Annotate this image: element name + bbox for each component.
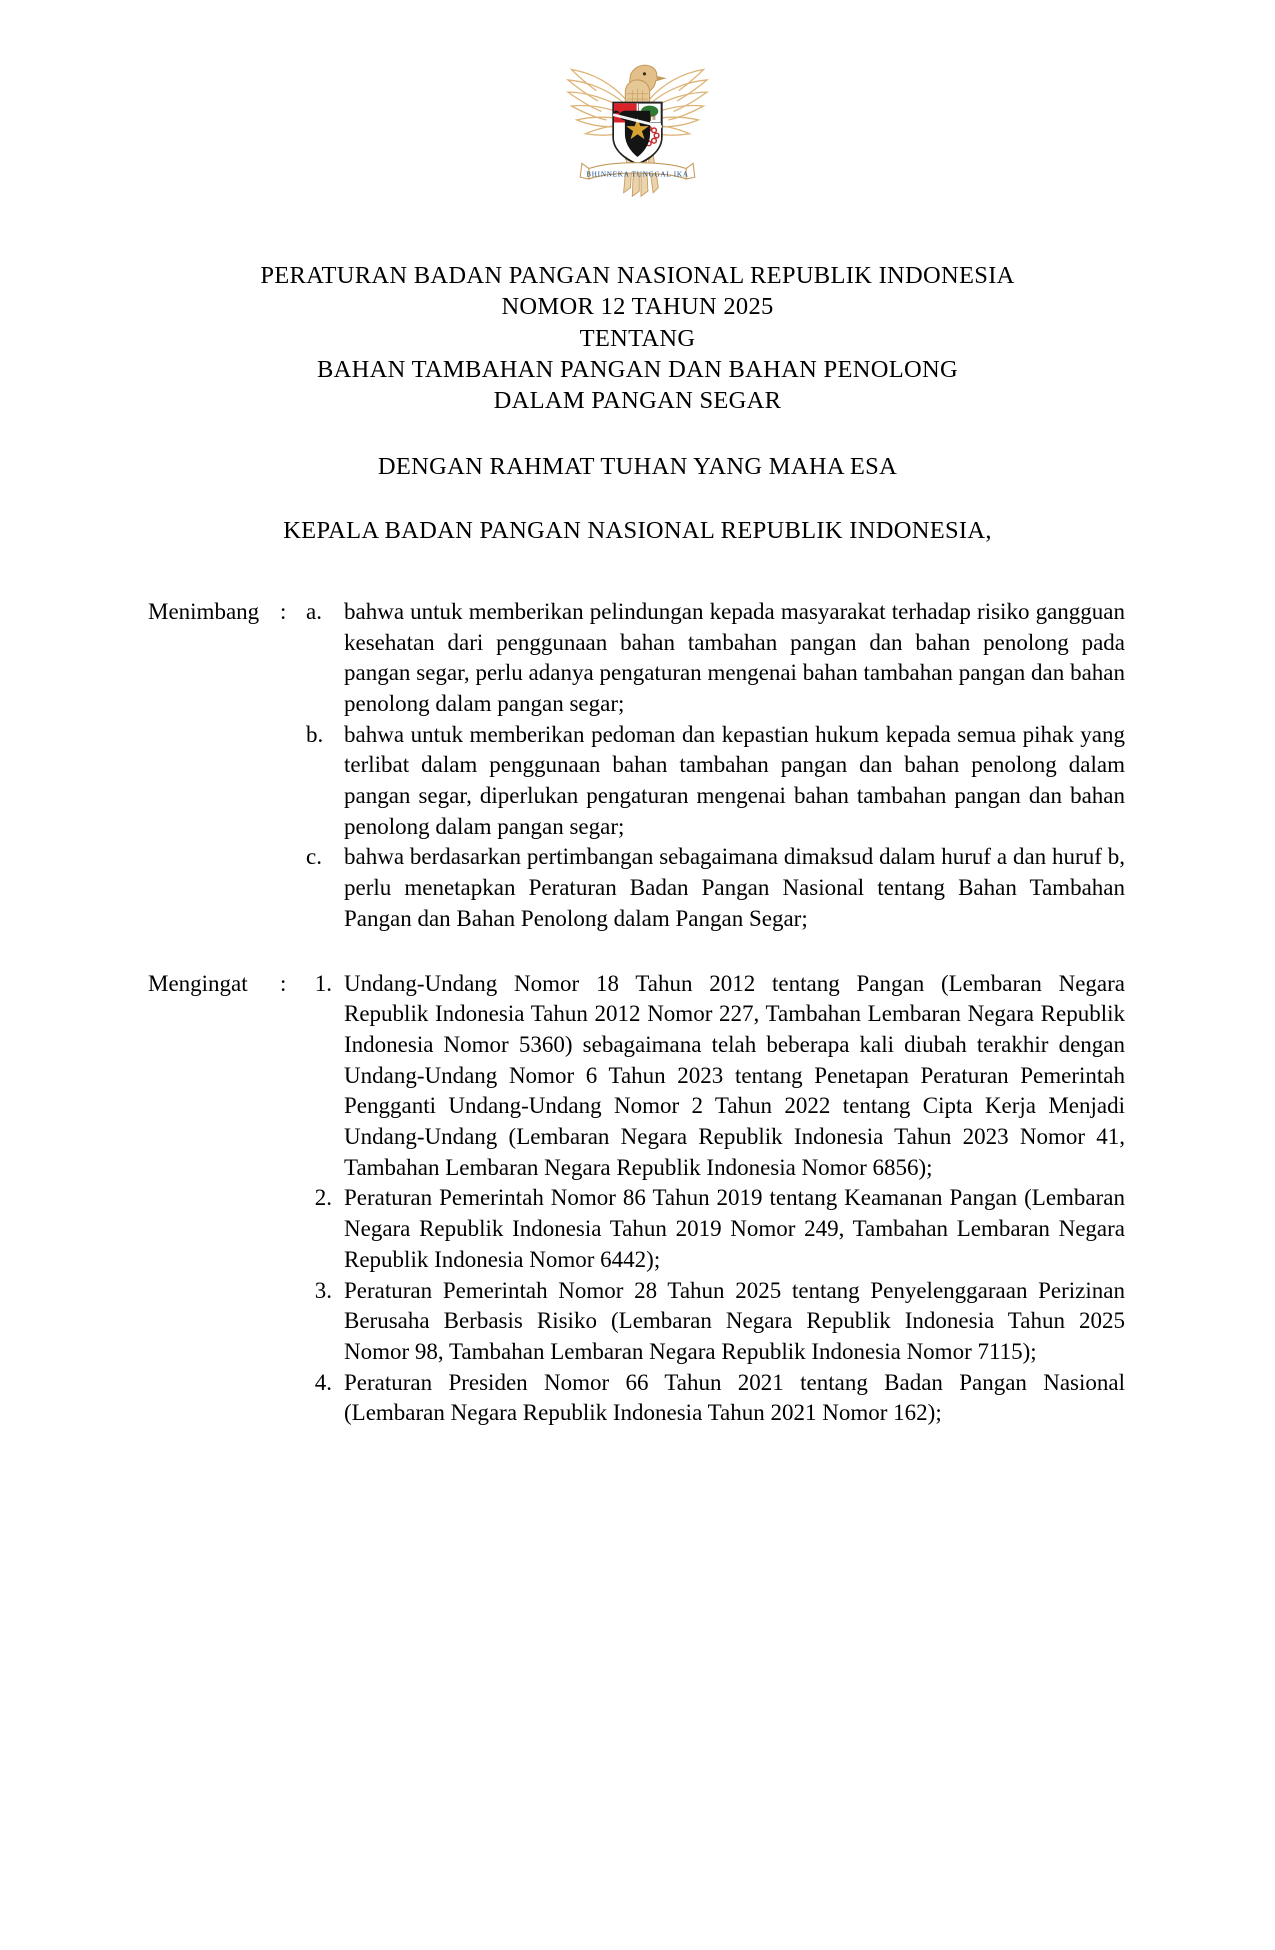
section-items-menimbang: [306, 597, 1125, 935]
emblem-container: [0, 0, 1275, 205]
document-body: [0, 597, 1275, 1429]
section-colon-menimbang: :: [280, 598, 287, 624]
item-marker: c.: [306, 844, 322, 870]
item-text: Undang-Undang Nomor 18 Tahun 2012 tentang Pangan (Lembaran Negara Republik Indonesia Tahun 2012 Nomor 227, Tambahan Lembaran Negara Republik Indonesia Nomor 5360) sebagaimana telah beberapa kali diubah terakhir dengan Undang-Undang Nomor 6 Tahun 2023 tentang Penetapan Peraturan Pemerintah Pengganti Undang-Undang Nomor 2 Tahun 2022 tentang Cipta Kerja Menjadi Undang-Undang (Lembaran Negara Republik Indonesia Tahun 2023 Nomor 41, Tambahan Lembaran Negara Republik Indonesia Nomor 6856);: [344, 970, 1125, 1180]
title-line-subject-1: BAHAN TAMBAHAN PANGAN DAN BAHAN PENOLONG: [317, 356, 958, 384]
list-item: [306, 1276, 1125, 1368]
list-item: [306, 969, 1125, 1184]
document-title-block: [0, 260, 1275, 417]
item-text: bahwa untuk memberikan pedoman dan kepastian hukum kepada semua pihak yang terlibat dalam penggunaan bahan tambahan pangan dan bahan penolong dalam pangan segar, diperlukan pengaturan mengenai bahan tambahan pangan dan bahan penolong dalam pangan segar;: [344, 721, 1125, 839]
title-line-tentang: TENTANG: [579, 324, 696, 352]
title-line-subject-2: DALAM PANGAN SEGAR: [493, 387, 782, 415]
item-text: Peraturan Presiden Nomor 66 Tahun 2021 tentang Badan Pangan Nasional (Lembaran Negara Republik Indonesia Tahun 2021 Nomor 162);: [344, 1369, 1125, 1426]
garuda-pancasila-icon: [550, 40, 725, 205]
item-text: bahwa berdasarkan pertimbangan sebagaimana dimaksud dalam huruf a dan huruf b, perlu menetapkan Peraturan Badan Pangan Nasional tentang Bahan Tambahan Pangan dan Bahan Penolong dalam Pangan Segar;: [344, 844, 1125, 931]
title-line-1: PERATURAN BADAN PANGAN NASIONAL REPUBLIK INDONESIA: [260, 262, 1015, 289]
item-text: Peraturan Pemerintah Nomor 86 Tahun 2019 tentang Keamanan Pangan (Lembaran Negara Republik Indonesia Tahun 2019 Nomor 249, Tambahan Lembaran Negara Republik Indonesia Nomor 6442);: [344, 1185, 1125, 1272]
section-mengingat: [148, 969, 1125, 1430]
item-marker: 2.: [314, 1185, 332, 1211]
pancasila-shield: [613, 103, 662, 165]
list-item: [306, 1368, 1125, 1429]
item-marker: b.: [306, 721, 324, 747]
section-label-menimbang: Menimbang: [148, 598, 260, 624]
issuing-authority: KEPALA BADAN PANGAN NASIONAL REPUBLIK INDONESIA,: [283, 516, 992, 544]
list-item: [306, 1183, 1125, 1275]
list-item: [306, 720, 1125, 843]
motto-scroll: [580, 163, 695, 179]
svg-text:BHINNEKA TUNGGAL IKA: BHINNEKA TUNGGAL IKA: [586, 170, 689, 179]
section-menimbang: [148, 597, 1125, 935]
item-text: bahwa untuk memberikan pelindungan kepada masyarakat terhadap risiko gangguan kesehatan dari penggunaan bahan tambahan pangan dan bahan penolong pada pangan segar, perlu adanya pengaturan mengenai bahan tambahan pangan dan bahan penolong dalam pangan segar;: [344, 598, 1125, 716]
item-marker: a.: [306, 598, 322, 624]
divine-invocation: DENGAN RAHMAT TUHAN YANG MAHA ESA: [377, 452, 898, 480]
section-colon-mengingat: :: [280, 970, 287, 996]
item-marker: 1.: [314, 970, 332, 996]
item-marker: 3.: [314, 1277, 332, 1303]
item-marker: 4.: [314, 1369, 332, 1395]
section-items-mengingat: [306, 969, 1125, 1430]
title-line-number: NOMOR 12 TAHUN 2025: [501, 293, 774, 321]
section-label-mengingat: Mengingat: [148, 970, 248, 996]
list-item: [306, 842, 1125, 934]
item-text: Peraturan Pemerintah Nomor 28 Tahun 2025 tentang Penyelenggaraan Perizinan Berusaha Berbasis Risiko (Lembaran Negara Republik Indonesia Tahun 2025 Nomor 98, Tambahan Lembaran Negara Republik Indonesia Nomor 7115);: [344, 1277, 1125, 1364]
list-item: [306, 597, 1125, 720]
